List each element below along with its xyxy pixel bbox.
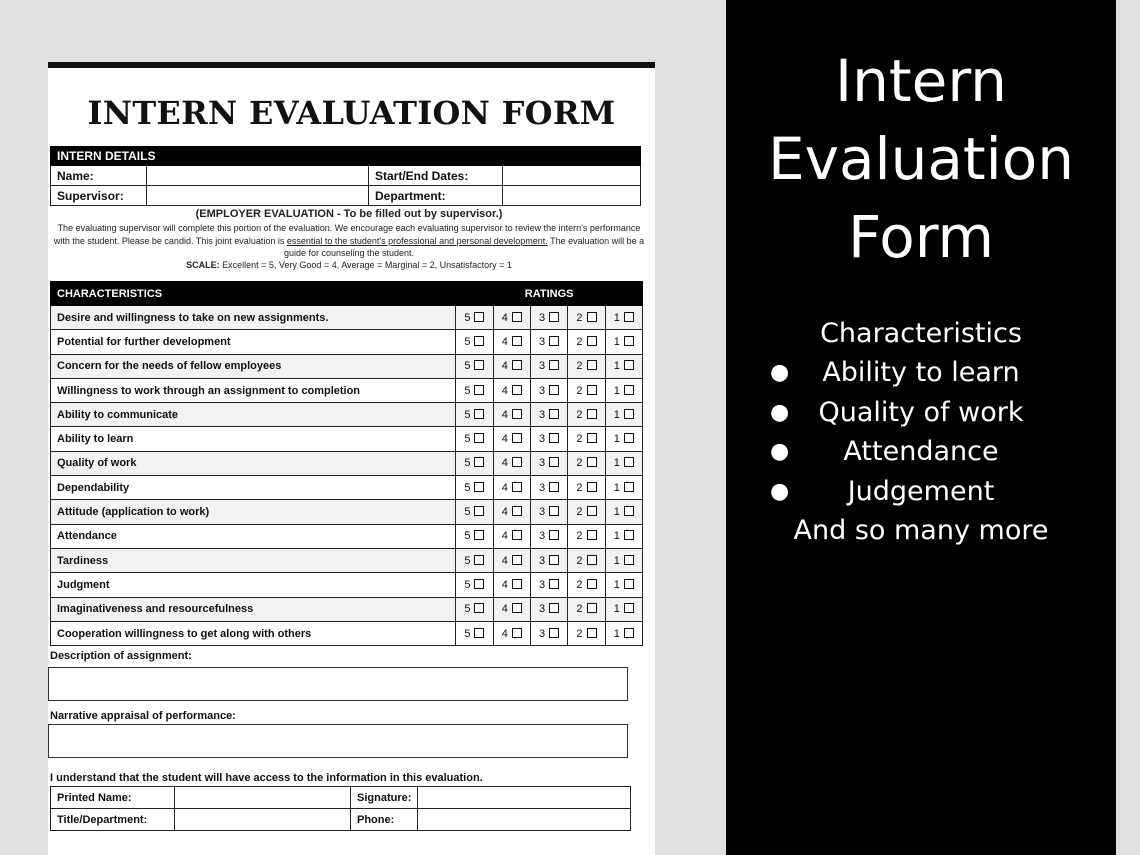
bullet-icon: ●: [770, 360, 790, 386]
rating-option[interactable]: [493, 378, 530, 402]
rating-checkbox[interactable]: [624, 409, 634, 419]
narrative-input[interactable]: [48, 724, 628, 758]
rating-checkbox[interactable]: [587, 409, 597, 419]
characteristic-label: Imaginativeness and resourcefulness: [51, 597, 456, 621]
scale-line: [50, 260, 648, 270]
rating-option[interactable]: [493, 621, 530, 645]
rating-checkbox[interactable]: [587, 555, 597, 565]
panel-bullet-text: Attendance: [843, 436, 999, 468]
rating-checkbox[interactable]: [587, 457, 597, 467]
printed-name-label: Printed Name:: [51, 787, 175, 809]
rating-row: [51, 427, 643, 451]
characteristic-label: Quality of work: [51, 451, 456, 475]
rating-option[interactable]: [530, 597, 567, 621]
rating-option[interactable]: [493, 500, 530, 524]
rating-option[interactable]: [568, 573, 605, 597]
rating-row: [51, 354, 643, 378]
rating-option[interactable]: [568, 330, 605, 354]
rating-option[interactable]: [568, 378, 605, 402]
title-department-field[interactable]: [175, 809, 351, 831]
rating-row: [51, 573, 643, 597]
rating-option[interactable]: [568, 548, 605, 572]
rating-option[interactable]: [530, 427, 567, 451]
rating-checkbox[interactable]: [549, 360, 559, 370]
rating-option[interactable]: [530, 573, 567, 597]
name-label: Name:: [51, 166, 147, 186]
rating-option[interactable]: [568, 476, 605, 500]
rating-option[interactable]: [493, 306, 530, 330]
rating-option[interactable]: [605, 476, 642, 500]
rating-row: [51, 451, 643, 475]
rating-option[interactable]: [530, 378, 567, 402]
narrative-label: Narrative appraisal of performance:: [50, 710, 236, 722]
rating-option[interactable]: [493, 427, 530, 451]
rating-option[interactable]: [456, 524, 493, 548]
rating-checkbox[interactable]: [512, 409, 522, 419]
rating-value: 3: [539, 384, 546, 397]
rating-checkbox[interactable]: [624, 628, 634, 638]
rating-value: 4: [501, 627, 508, 640]
rating-value: 3: [539, 360, 546, 373]
rating-option[interactable]: [605, 427, 642, 451]
rating-value: 1: [613, 360, 620, 373]
dates-field[interactable]: [503, 166, 641, 186]
rating-value: 1: [613, 554, 620, 567]
rating-option[interactable]: [456, 621, 493, 645]
rating-value: 2: [576, 360, 583, 373]
rating-value: 5: [464, 554, 471, 567]
rating-option[interactable]: [568, 354, 605, 378]
panel-title-line-3: Form: [847, 203, 995, 271]
panel-title-line-2: Evaluation: [767, 125, 1075, 193]
ratings-table: [50, 281, 643, 646]
rating-checkbox[interactable]: [474, 433, 484, 443]
rating-checkbox[interactable]: [587, 360, 597, 370]
rating-row: [51, 378, 643, 402]
rating-option[interactable]: [530, 451, 567, 475]
rating-value: 1: [613, 603, 620, 616]
rating-option[interactable]: [456, 548, 493, 572]
rating-checkbox[interactable]: [587, 506, 597, 516]
bullet-icon: ●: [770, 439, 790, 465]
supervisor-label: Supervisor:: [51, 186, 147, 206]
rating-option[interactable]: [530, 330, 567, 354]
rating-value: 1: [613, 311, 620, 324]
rating-value: 4: [501, 335, 508, 348]
rating-value: 5: [464, 457, 471, 470]
rating-option[interactable]: [568, 427, 605, 451]
intern-details-table: [50, 146, 641, 206]
panel-list-footer: And so many more: [793, 514, 1049, 546]
rating-value: 4: [501, 481, 508, 494]
form-title: INTERN EVALUATION FORM: [87, 94, 616, 132]
rating-checkbox[interactable]: [624, 360, 634, 370]
rating-checkbox[interactable]: [587, 312, 597, 322]
rating-checkbox[interactable]: [549, 433, 559, 443]
rating-checkbox[interactable]: [512, 530, 522, 540]
panel-title: [726, 42, 1116, 276]
rating-value: 1: [613, 433, 620, 446]
rating-value: 2: [576, 384, 583, 397]
rating-row: [51, 621, 643, 645]
rating-value: 2: [576, 506, 583, 519]
instructions-text-1: The evaluating supervisor will complete this portion of the evaluation. We encourage each evaluating supervisor to review the intern's performance with the student. Please be candid. This joint evaluation is: [53, 223, 641, 246]
rating-value: 4: [501, 384, 508, 397]
rating-checkbox[interactable]: [549, 603, 559, 613]
rating-option[interactable]: [456, 597, 493, 621]
rating-checkbox[interactable]: [512, 360, 522, 370]
rating-checkbox[interactable]: [624, 336, 634, 346]
rating-checkbox[interactable]: [624, 579, 634, 589]
rating-value: 4: [501, 603, 508, 616]
rating-value: 5: [464, 530, 471, 543]
panel-bullet-text: Quality of work: [818, 396, 1024, 428]
rating-option[interactable]: [605, 573, 642, 597]
rating-option[interactable]: [530, 403, 567, 427]
rating-row: [51, 548, 643, 572]
rating-value: 1: [613, 627, 620, 640]
rating-option[interactable]: [568, 524, 605, 548]
rating-value: 1: [613, 506, 620, 519]
rating-value: 2: [576, 603, 583, 616]
rating-checkbox[interactable]: [549, 457, 559, 467]
acknowledgement-text: I understand that the student will have access to the information in this evaluation.: [50, 772, 483, 784]
rating-value: 2: [576, 578, 583, 591]
rating-checkbox[interactable]: [587, 385, 597, 395]
rating-value: 1: [613, 335, 620, 348]
rating-row: [51, 500, 643, 524]
rating-row: [51, 476, 643, 500]
rating-checkbox[interactable]: [624, 457, 634, 467]
bullet-icon: ●: [770, 399, 790, 425]
rating-option[interactable]: [530, 621, 567, 645]
rating-option[interactable]: [493, 403, 530, 427]
rating-value: 3: [539, 578, 546, 591]
instructions-underlined: essential to the student's professional and personal development.: [286, 235, 548, 246]
rating-option[interactable]: [456, 476, 493, 500]
rating-option[interactable]: [568, 597, 605, 621]
rating-option[interactable]: [456, 403, 493, 427]
rating-value: 2: [576, 335, 583, 348]
rating-value: 2: [576, 481, 583, 494]
rating-value: 4: [501, 408, 508, 421]
characteristic-label: Attitude (application to work): [51, 500, 456, 524]
rating-value: 5: [464, 335, 471, 348]
rating-option[interactable]: [493, 476, 530, 500]
rating-checkbox[interactable]: [624, 312, 634, 322]
rating-value: 3: [539, 627, 546, 640]
instructions-text-2: The evaluation will be a guide for counseling the student.: [283, 235, 645, 258]
rating-option[interactable]: [605, 597, 642, 621]
rating-checkbox[interactable]: [624, 506, 634, 516]
rating-value: 4: [501, 554, 508, 567]
panel-title-line-1: Intern: [835, 47, 1007, 115]
rating-option[interactable]: [456, 354, 493, 378]
rating-option[interactable]: [456, 427, 493, 451]
rating-checkbox[interactable]: [624, 603, 634, 613]
rating-option[interactable]: [493, 597, 530, 621]
rating-checkbox[interactable]: [587, 628, 597, 638]
rating-value: 4: [501, 530, 508, 543]
rating-checkbox[interactable]: [512, 433, 522, 443]
rating-option[interactable]: [568, 500, 605, 524]
rating-checkbox[interactable]: [624, 433, 634, 443]
rating-checkbox[interactable]: [512, 336, 522, 346]
rating-option[interactable]: [568, 403, 605, 427]
promo-panel: [726, 0, 1116, 855]
rating-value: 5: [464, 627, 471, 640]
rating-value: 5: [464, 384, 471, 397]
rating-value: 3: [539, 554, 546, 567]
rating-checkbox[interactable]: [549, 555, 559, 565]
rating-option[interactable]: [456, 330, 493, 354]
phone-field[interactable]: [418, 809, 631, 831]
rating-checkbox[interactable]: [587, 603, 597, 613]
rating-row: [51, 306, 643, 330]
instructions-heading: (EMPLOYER EVALUATION - To be filled out by supervisor.): [195, 208, 503, 220]
rating-option[interactable]: [605, 500, 642, 524]
rating-value: 4: [501, 506, 508, 519]
rating-checkbox[interactable]: [549, 409, 559, 419]
rating-option[interactable]: [456, 306, 493, 330]
dates-label: Start/End Dates:: [369, 166, 503, 186]
rating-checkbox[interactable]: [512, 506, 522, 516]
rating-checkbox[interactable]: [474, 530, 484, 540]
rating-checkbox[interactable]: [512, 457, 522, 467]
rating-value: 1: [613, 384, 620, 397]
panel-list-heading: Characteristics: [820, 318, 1022, 349]
rating-checkbox[interactable]: [474, 360, 484, 370]
printed-name-field[interactable]: [175, 787, 351, 809]
rating-checkbox[interactable]: [549, 312, 559, 322]
rating-checkbox[interactable]: [512, 628, 522, 638]
name-field[interactable]: [147, 166, 369, 186]
rating-option[interactable]: [456, 500, 493, 524]
title-department-label: Title/Department:: [51, 809, 175, 831]
rating-value: 2: [576, 311, 583, 324]
rating-value: 2: [576, 457, 583, 470]
rating-option[interactable]: [530, 500, 567, 524]
rating-value: 1: [613, 408, 620, 421]
rating-value: 5: [464, 603, 471, 616]
characteristic-label: Willingness to work through an assignment to completion: [51, 378, 456, 402]
rating-value: 3: [539, 311, 546, 324]
rating-value: 2: [576, 433, 583, 446]
rating-checkbox[interactable]: [474, 336, 484, 346]
rating-value: 4: [501, 578, 508, 591]
rating-value: 2: [576, 408, 583, 421]
rating-checkbox[interactable]: [512, 385, 522, 395]
rating-row: [51, 524, 643, 548]
rating-checkbox[interactable]: [587, 433, 597, 443]
characteristic-label: Ability to communicate: [51, 403, 456, 427]
rating-checkbox[interactable]: [624, 555, 634, 565]
rating-value: 4: [501, 311, 508, 324]
characteristics-header: CHARACTERISTICS: [51, 282, 456, 306]
rating-value: 1: [613, 530, 620, 543]
rating-option[interactable]: [493, 330, 530, 354]
rating-value: 3: [539, 603, 546, 616]
rating-value: 3: [539, 408, 546, 421]
rating-checkbox[interactable]: [474, 385, 484, 395]
rating-checkbox[interactable]: [549, 506, 559, 516]
department-label: Department:: [369, 186, 503, 206]
rating-checkbox[interactable]: [512, 603, 522, 613]
rating-checkbox[interactable]: [474, 628, 484, 638]
rating-checkbox[interactable]: [474, 555, 484, 565]
description-label: Description of assignment:: [50, 650, 192, 662]
rating-option[interactable]: [493, 451, 530, 475]
rating-checkbox[interactable]: [549, 628, 559, 638]
rating-row: [51, 330, 643, 354]
rating-value: 1: [613, 578, 620, 591]
rating-value: 3: [539, 506, 546, 519]
rating-checkbox[interactable]: [474, 482, 484, 492]
signature-table: [50, 786, 631, 831]
rating-option[interactable]: [568, 306, 605, 330]
characteristic-label: Concern for the needs of fellow employees: [51, 354, 456, 378]
rating-checkbox[interactable]: [549, 482, 559, 492]
rating-option[interactable]: [530, 306, 567, 330]
rating-checkbox[interactable]: [512, 555, 522, 565]
rating-value: 3: [539, 457, 546, 470]
rating-checkbox[interactable]: [587, 579, 597, 589]
rating-checkbox[interactable]: [549, 579, 559, 589]
rating-value: 2: [576, 554, 583, 567]
rating-value: 5: [464, 408, 471, 421]
rating-value: 3: [539, 530, 546, 543]
description-input[interactable]: [48, 667, 628, 701]
rating-value: 5: [464, 311, 471, 324]
rating-checkbox[interactable]: [549, 530, 559, 540]
rating-value: 3: [539, 433, 546, 446]
panel-feature-list: [726, 314, 1116, 550]
rating-option[interactable]: [493, 548, 530, 572]
characteristic-label: Judgment: [51, 573, 456, 597]
scale-label: SCALE:: [186, 259, 220, 270]
rating-value: 2: [576, 530, 583, 543]
rating-option[interactable]: [530, 524, 567, 548]
rating-checkbox[interactable]: [587, 482, 597, 492]
rating-value: 5: [464, 481, 471, 494]
rating-option[interactable]: [530, 548, 567, 572]
characteristic-label: Potential for further development: [51, 330, 456, 354]
rating-checkbox[interactable]: [512, 482, 522, 492]
signature-label: Signature:: [351, 787, 418, 809]
rating-checkbox[interactable]: [624, 530, 634, 540]
rating-option[interactable]: [605, 378, 642, 402]
characteristic-label: Ability to learn: [51, 427, 456, 451]
characteristic-label: Cooperation willingness to get along with others: [51, 621, 456, 645]
rating-option[interactable]: [493, 524, 530, 548]
rating-checkbox[interactable]: [512, 312, 522, 322]
rating-value: 3: [539, 481, 546, 494]
panel-bullet-item: [726, 353, 1116, 392]
rating-checkbox[interactable]: [474, 603, 484, 613]
rating-option[interactable]: [493, 354, 530, 378]
characteristic-label: Attendance: [51, 524, 456, 548]
rating-row: [51, 403, 643, 427]
rating-checkbox[interactable]: [474, 457, 484, 467]
rating-option[interactable]: [456, 378, 493, 402]
rating-option[interactable]: [456, 573, 493, 597]
rating-option[interactable]: [605, 306, 642, 330]
rating-value: 5: [464, 433, 471, 446]
form-sheet: [48, 62, 655, 855]
rating-option[interactable]: [605, 403, 642, 427]
panel-bullet-item: [726, 472, 1116, 511]
rating-option[interactable]: [605, 548, 642, 572]
department-field[interactable]: [503, 186, 641, 206]
signature-field[interactable]: [418, 787, 631, 809]
rating-checkbox[interactable]: [474, 312, 484, 322]
rating-option[interactable]: [605, 621, 642, 645]
rating-checkbox[interactable]: [549, 336, 559, 346]
panel-bullet-item: [726, 432, 1116, 471]
rating-checkbox[interactable]: [474, 409, 484, 419]
ratings-header: RATINGS: [456, 282, 643, 306]
rating-value: 4: [501, 360, 508, 373]
rating-value: 2: [576, 627, 583, 640]
rating-option[interactable]: [568, 451, 605, 475]
panel-bullet-text: Ability to learn: [822, 357, 1020, 389]
bullet-icon: ●: [770, 478, 790, 504]
rating-option[interactable]: [493, 573, 530, 597]
rating-option[interactable]: [605, 330, 642, 354]
rating-value: 5: [464, 578, 471, 591]
rating-checkbox[interactable]: [587, 336, 597, 346]
rating-checkbox[interactable]: [474, 506, 484, 516]
panel-bullet-item: [726, 393, 1116, 432]
rating-checkbox[interactable]: [624, 482, 634, 492]
rating-option[interactable]: [530, 354, 567, 378]
characteristic-label: Dependability: [51, 476, 456, 500]
rating-option[interactable]: [568, 621, 605, 645]
rating-option[interactable]: [530, 476, 567, 500]
rating-value: 4: [501, 433, 508, 446]
characteristic-label: Desire and willingness to take on new assignments.: [51, 306, 456, 330]
rating-value: 5: [464, 506, 471, 519]
rating-checkbox[interactable]: [512, 579, 522, 589]
rating-value: 5: [464, 360, 471, 373]
rating-checkbox[interactable]: [474, 579, 484, 589]
rating-value: 4: [501, 457, 508, 470]
scale-text: Excellent = 5, Very Good = 4, Average = Marginal = 2, Unsatisfactory = 1: [222, 259, 512, 270]
rating-option[interactable]: [456, 451, 493, 475]
rating-option[interactable]: [605, 451, 642, 475]
instructions-body: [50, 222, 648, 260]
rating-value: 3: [539, 335, 546, 348]
rating-option[interactable]: [605, 524, 642, 548]
instructions-block: [50, 208, 648, 270]
rating-checkbox[interactable]: [624, 385, 634, 395]
panel-bullet-text: Judgement: [847, 475, 995, 507]
rating-checkbox[interactable]: [549, 385, 559, 395]
rating-checkbox[interactable]: [587, 530, 597, 540]
rating-value: 1: [613, 457, 620, 470]
sheet-top-border: [48, 62, 655, 68]
rating-value: 1: [613, 481, 620, 494]
phone-label: Phone:: [351, 809, 418, 831]
rating-row: [51, 597, 643, 621]
rating-option[interactable]: [605, 354, 642, 378]
intern-details-header: INTERN DETAILS: [51, 147, 641, 166]
supervisor-field[interactable]: [147, 186, 369, 206]
characteristic-label: Tardiness: [51, 548, 456, 572]
